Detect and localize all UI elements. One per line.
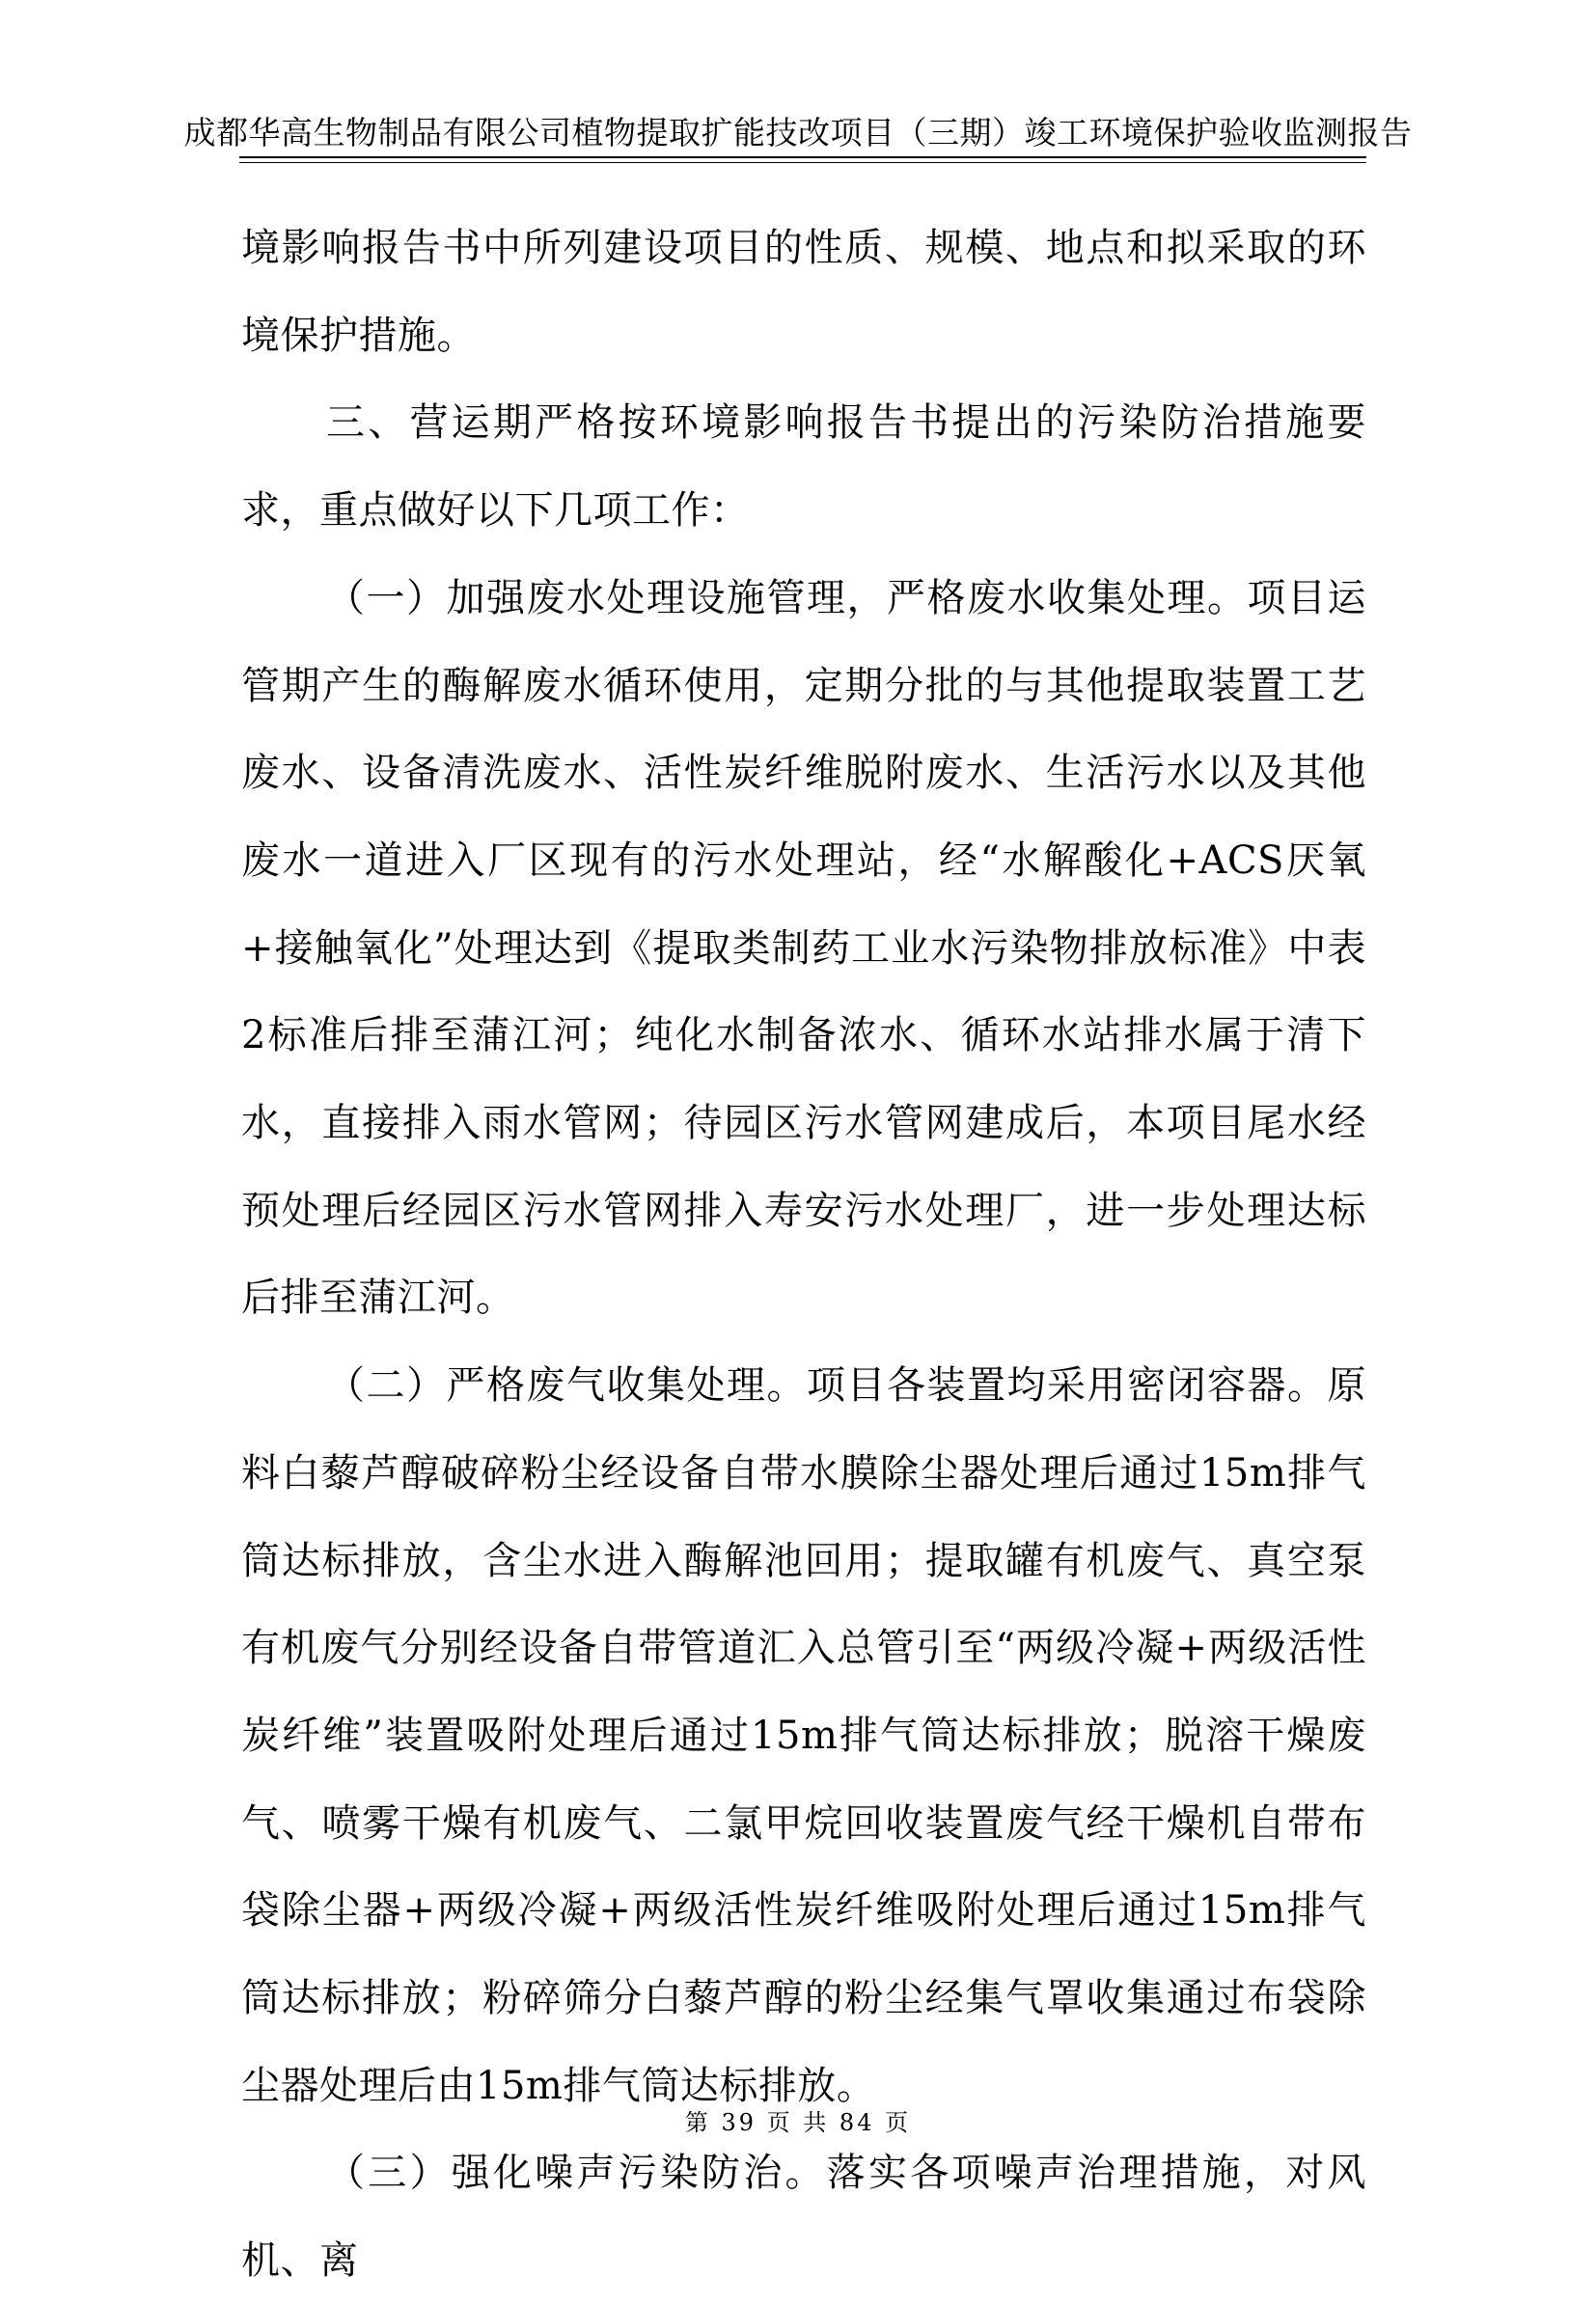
header-rule (239, 156, 1366, 158)
document-body (241, 205, 1366, 2305)
paragraph-continuation: 境影响报告书中所列建设项目的性质、规模、地点和拟采取的环境保护措施。 (241, 226, 1366, 358)
paragraph-wastewater: （一）加强废水处理设施管理，严格废水收集处理。项目运管期产生的酶解废水循环使用，定期分批的与其他提取装置工艺废水、设备清洗废水、活性炭纤维脱附废水、生活污水以及其他废水一道进入厂区现有的污水处理站，经“水解酸化+ACS厌氧+接触氧化”处理达到《提取类制药工业水污染物排放标准》中表2标准后排至蒲江河；纯化水制备浓水、循环水站排水属于清下水，直接排入雨水管网；待园区污水管网建成后，本项目尾水经预处理后经园区污水管网排入寿安污水处理厂，进一步处理达标后排至蒲江河。 (241, 575, 1366, 1321)
header-rule-thin (239, 162, 1366, 163)
paragraph-waste-gas: （二）严格废气收集处理。项目各装置均采用密闭容器。原料白藜芦醇破碎粉尘经设备自带水膜除尘器处理后通过15m排气筒达标排放，含尘水进入酶解池回用；提取罐有机废气、真空泵有机废气分别经设备自带管道汇入总管引至“两级冷凝+两级活性炭纤维”装置吸附处理后通过15m排气筒达标排放；脱溶干燥废气、喷雾干燥有机废气、二氯甲烷回收装置废气经干燥机自带布袋除尘器+两级冷凝+两级活性炭纤维吸附处理后通过15m排气筒达标排放；粉碎筛分白藜芦醇的粉尘经集气罩收集通过布袋除尘器处理后由15m排气筒达标排放。 (241, 1363, 1366, 2108)
page-header-title: 成都华高生物制品有限公司植物提取扩能技改项目（三期）竣工环境保护验收监测报告 (183, 114, 1413, 151)
page-number-footer: 第 39 页 共 84 页 (684, 2109, 912, 2136)
paragraph-noise: （三）强化噪声污染防治。落实各项噪声治理措施，对风机、离 (241, 2151, 1366, 2284)
paragraph-item-3: 三、营运期严格按环境影响报告书提出的污染防治措施要求，重点做好以下几项工作： (241, 400, 1366, 534)
